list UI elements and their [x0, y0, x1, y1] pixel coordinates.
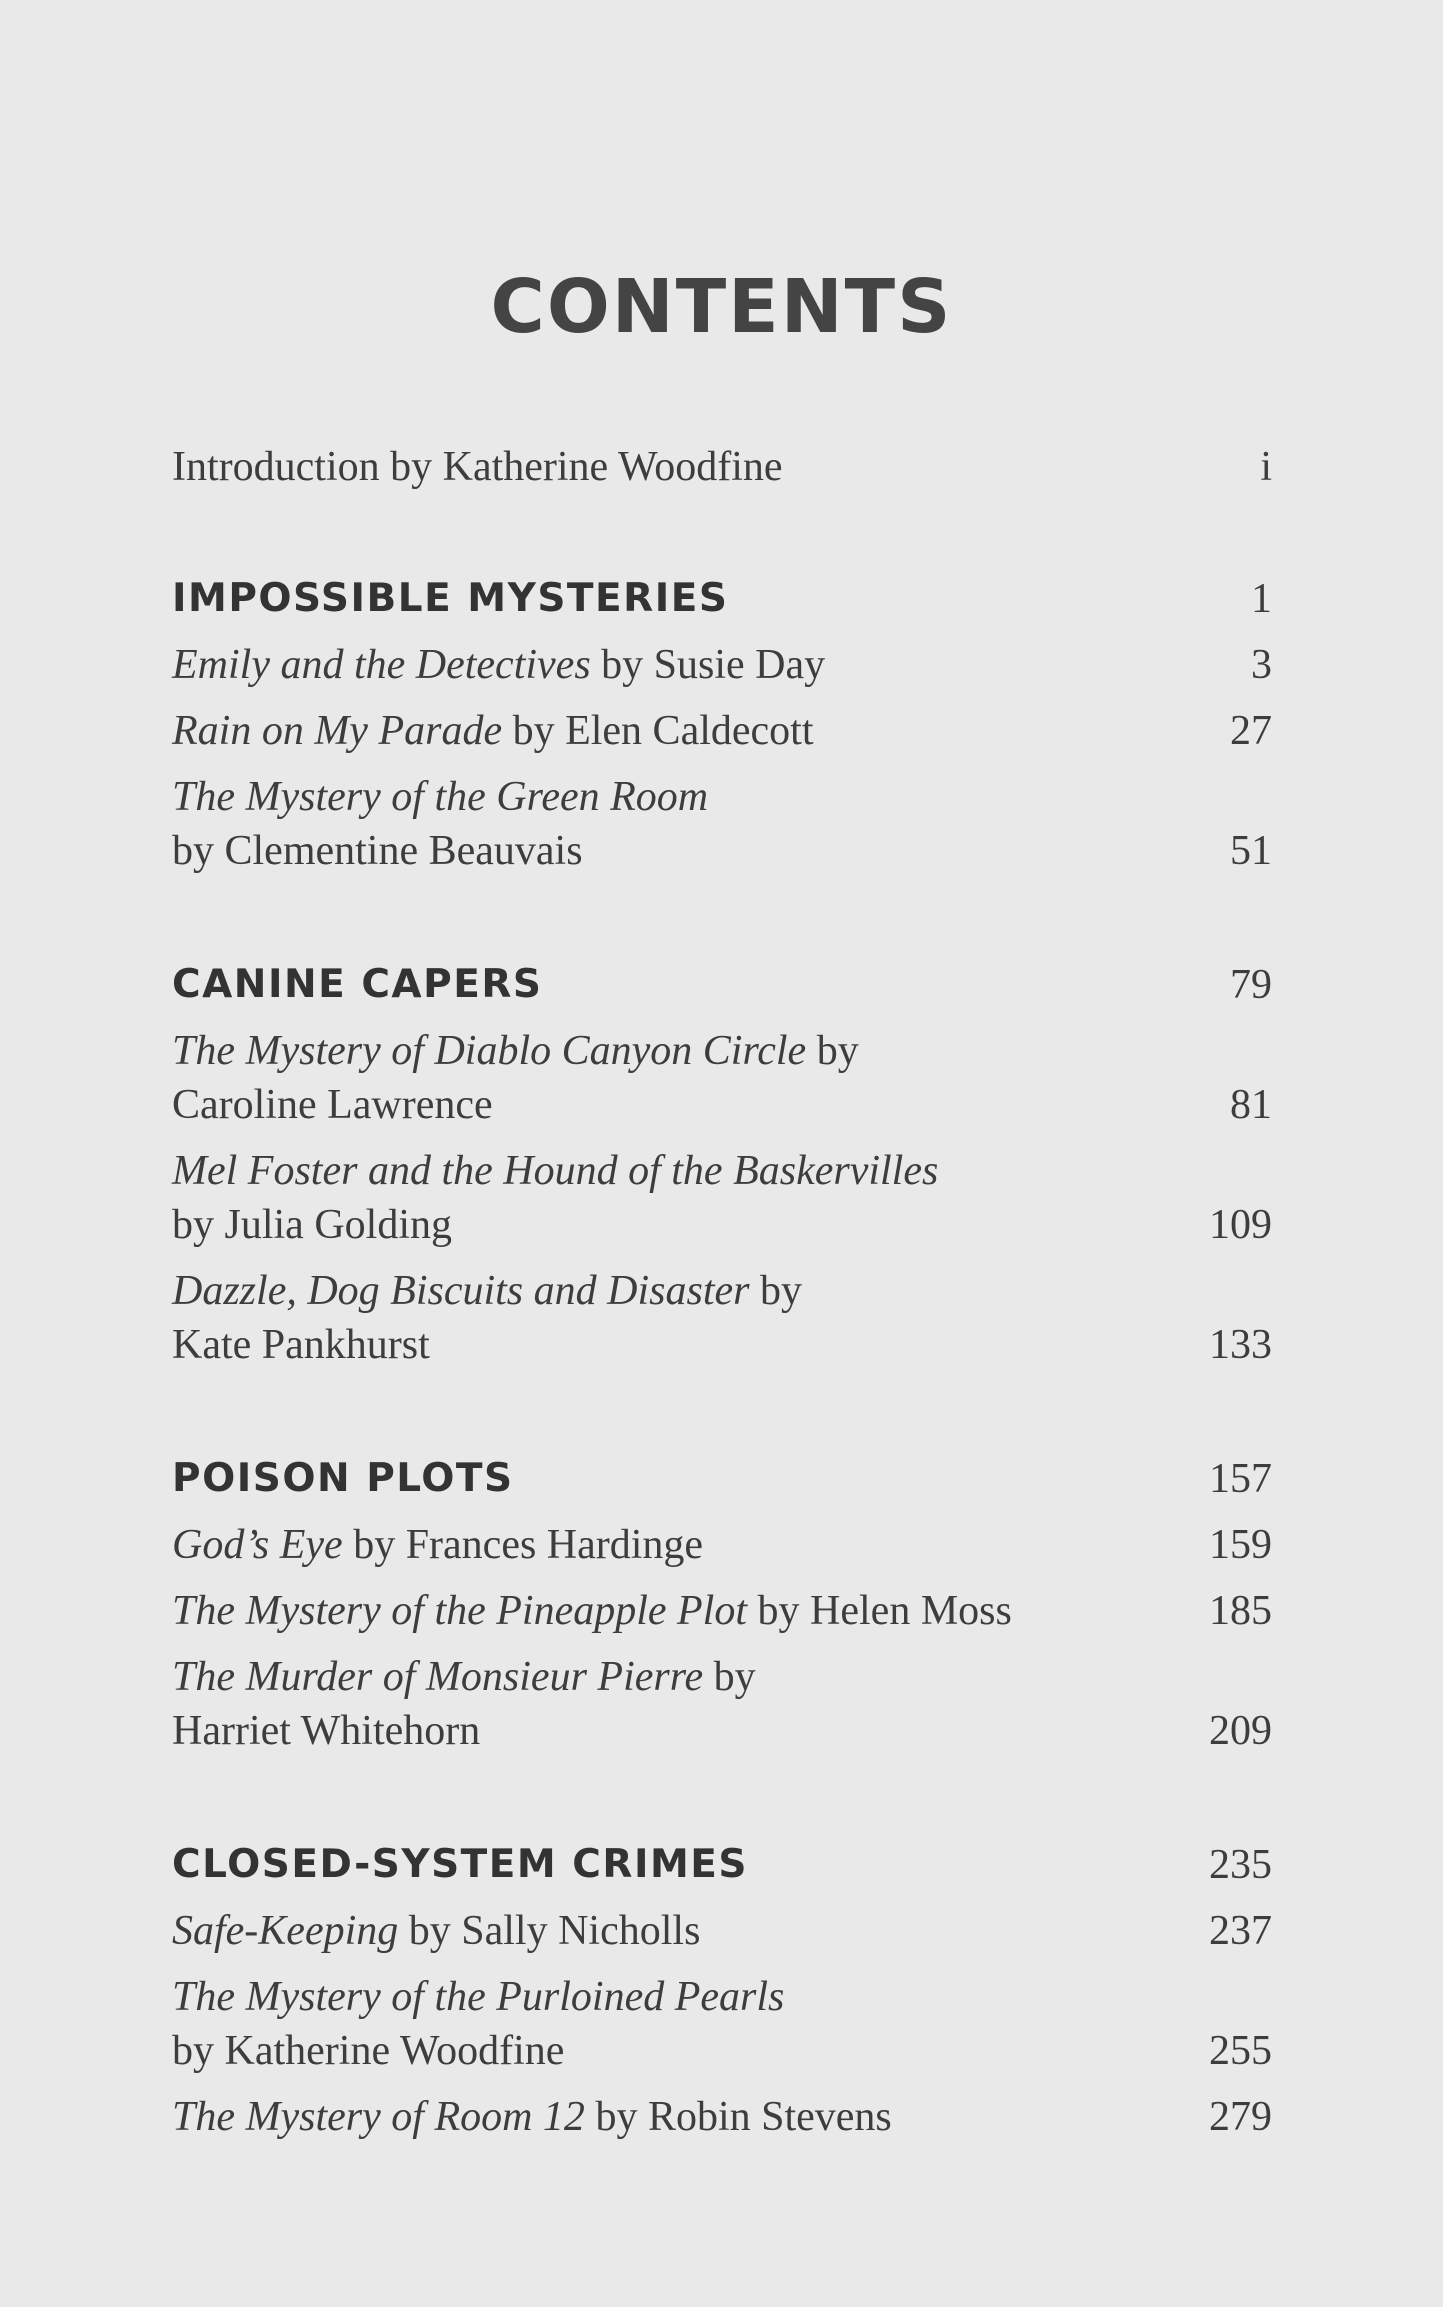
story-author: by Sally Nicholls: [398, 1908, 701, 1954]
story-author: by: [806, 1028, 859, 1074]
toc-page-number: 157: [1209, 1456, 1272, 1502]
section-heading[interactable]: [172, 1452, 1272, 1506]
toc-entry[interactable]: [172, 1650, 1272, 1758]
toc-page-number: i: [1260, 444, 1272, 490]
story-author: by Frances Hardinge: [342, 1522, 704, 1568]
story-author: Harriet Whitehorn: [172, 1708, 481, 1754]
toc-page-number: 237: [1209, 1908, 1272, 1954]
toc-entry[interactable]: [172, 1970, 1272, 2078]
story-title: The Mystery of the Purloined Pearls: [172, 1974, 785, 2020]
toc-entry[interactable]: [172, 2090, 1272, 2144]
section-title: CLOSED-SYSTEM CRIMES: [172, 1842, 748, 1887]
toc-page-number: 27: [1230, 708, 1272, 754]
toc-entry[interactable]: [172, 1904, 1272, 1958]
story-title: The Mystery of Room 12: [172, 2094, 585, 2140]
toc-page-number: 1: [1251, 576, 1272, 622]
toc-page-number: 279: [1209, 2094, 1272, 2140]
section-heading[interactable]: [172, 1838, 1272, 1892]
toc-page-number: 185: [1209, 1588, 1272, 1634]
section-heading[interactable]: [172, 958, 1272, 1012]
toc-page-number: 209: [1209, 1708, 1272, 1754]
section-title: IMPOSSIBLE MYSTERIES: [172, 576, 729, 621]
story-title: The Murder of Monsieur Pierre: [172, 1654, 704, 1700]
story-author: by Katherine Woodfine: [172, 2028, 565, 2074]
story-author: Kate Pankhurst: [172, 1322, 430, 1368]
story-title: Dazzle, Dog Biscuits and Disaster: [172, 1268, 750, 1314]
story-title: God’s Eye: [172, 1522, 343, 1568]
story-title: Emily and the Detectives: [172, 642, 591, 688]
section-title: POISON PLOTS: [172, 1456, 514, 1501]
toc-entry[interactable]: [172, 704, 1272, 758]
toc-page-number: 235: [1209, 1842, 1272, 1888]
story-author: Caroline Lawrence: [172, 1082, 493, 1128]
section-heading[interactable]: [172, 572, 1272, 626]
story-author: by: [703, 1654, 756, 1700]
story-title: Mel Foster and the Hound of the Baskervilles: [172, 1148, 939, 1194]
toc-page-number: 3: [1251, 642, 1272, 688]
toc-page-number: 51: [1230, 828, 1272, 874]
story-author: by Clementine Beauvais: [172, 828, 583, 874]
toc-entry[interactable]: [172, 770, 1272, 878]
story-author: by Elen Caldecott: [502, 708, 814, 754]
toc-page-number: 159: [1209, 1522, 1272, 1568]
story-title: Rain on My Parade: [172, 708, 503, 754]
toc-entry[interactable]: [172, 1024, 1272, 1132]
story-author: by Robin Stevens: [584, 2094, 892, 2140]
story-author: by Helen Moss: [747, 1588, 1012, 1634]
page-title: CONTENTS: [490, 264, 953, 350]
toc-entry-text: Introduction by Katherine Woodfine: [172, 444, 783, 490]
toc-page-number: 79: [1230, 962, 1272, 1008]
story-author: by: [749, 1268, 802, 1314]
section-title: CANINE CAPERS: [172, 962, 543, 1007]
story-author: by Julia Golding: [172, 1202, 452, 1248]
story-title: Safe-Keeping: [172, 1908, 399, 1954]
toc-entry[interactable]: [172, 1518, 1272, 1572]
story-title: The Mystery of the Green Room: [172, 774, 709, 820]
toc-entry[interactable]: [172, 1144, 1272, 1252]
toc-entry[interactable]: [172, 638, 1272, 692]
toc-page-number: 133: [1209, 1322, 1272, 1368]
story-title: The Mystery of Diablo Canyon Circle: [172, 1028, 807, 1074]
toc-page-number: 255: [1209, 2028, 1272, 2074]
toc-intro-entry[interactable]: [172, 440, 1272, 494]
toc-entry[interactable]: [172, 1264, 1272, 1372]
toc-page-number: 109: [1209, 1202, 1272, 1248]
toc-page-number: 81: [1230, 1082, 1272, 1128]
toc-entry[interactable]: [172, 1584, 1272, 1638]
story-title: The Mystery of the Pineapple Plot: [172, 1588, 748, 1634]
story-author: by Susie Day: [590, 642, 826, 688]
